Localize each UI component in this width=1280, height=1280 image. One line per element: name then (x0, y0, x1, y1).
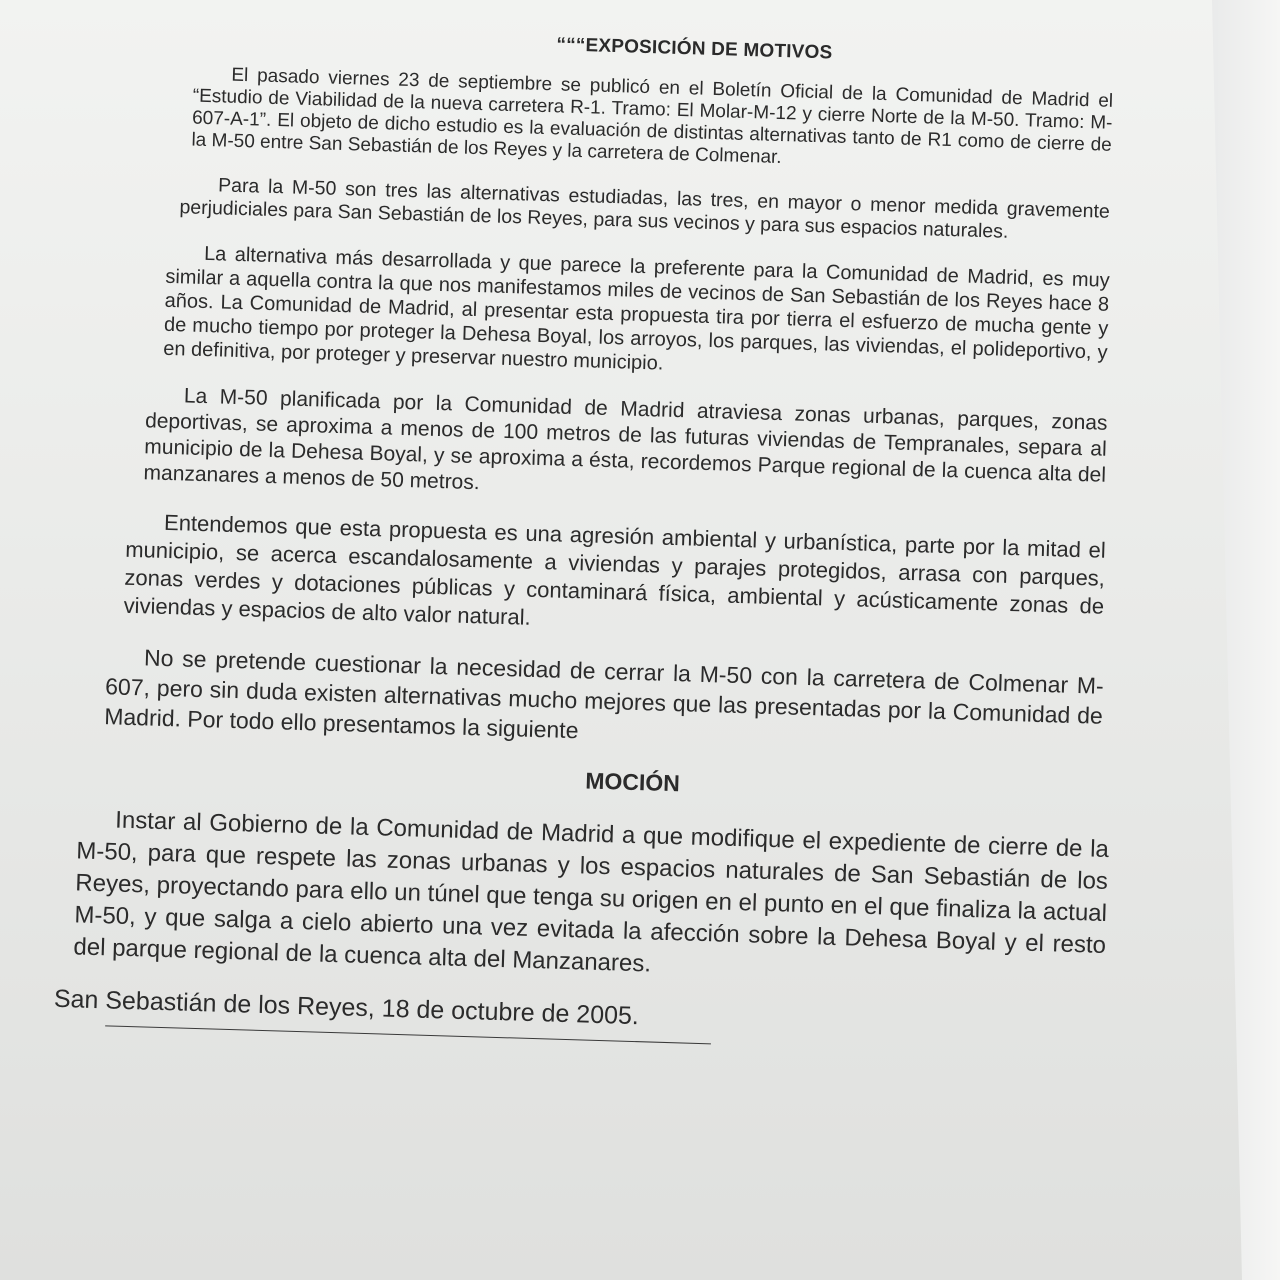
paragraph-5: Entendemos que esta propuesta es una agresión ambiental y urbanística, parte por la mitad el municipio, se acerca escandalosamente a viviendas y parajes protegidos, arrasa con parques, zonas verdes y dotaciones públicas y contaminará física, ambiental y acústicamente zonas de viviendas y espacios de alto valor natural. (123, 509, 1107, 630)
document-title: “““EXPOSICIÓN DE MOTIVOS (556, 34, 833, 64)
place-date: San Sebastián de los Reyes, 18 de octubre de 2005. (53, 984, 640, 1031)
paragraph-2: Para la M-50 son tres las alternativas estudiadas, las tres, en mayor o menor medida gravemente perjudiciales para San Sebastián de los Reyes, para sus vecinos y para sus espacios naturales. (179, 174, 1111, 243)
motion-heading: MOCIÓN (584, 767, 681, 797)
motion-text: Instar al Gobierno de la Comunidad de Madrid a que modifique el expediente de cierre de la M-50, para que respete las zonas urbanas y los espacios naturales de San Sebastián de los Reyes, proyectando para ello un túnel que tenga su origen en el punto en el que finaliza la actual M-50, y que salga a cielo abierto una vez evitada la afección sobre la Dehesa Boyal y el resto del parque regional de la cuenca alta del Manzanares. (73, 806, 1110, 978)
paragraph-6: No se pretende cuestionar la necesidad de cerrar la M-50 con la carretera de Colmenar M-607, pero sin duda existen alternativas mucho mejores que las presentadas por la Comunidad de Madrid. Por todo ello presentamos la siguiente (103, 644, 1105, 744)
document-page (45, 20, 1194, 1058)
paragraph-4: La M-50 planificada por la Comunidad de Madrid atraviesa zonas urbanas, parques, zonas deportivas, se aproxima a menos de 100 metros de las futuras viviendas de Tempranales, separa al municipio de la Dehesa Boyal, y se aproxima a ésta, recordemos Parque regional de la cuenca alta del manzanares a menos de 50 metros. (143, 384, 1108, 495)
paragraph-1: El pasado viernes 23 de septiembre se publicó en el Boletín Oficial de la Comunidad de Madrid el “Estudio de Viabilidad de la nueva carretera R-1. Tramo: El Molar-M-12 y cierre Norte de la M-50. Tramo: M-607-A-1”. El objeto de dicho estudio es la evaluación de distintas alternativas tanto de R1 como de cierre de la M-50 entre San Sebastián de los Reyes y la carretera de Colmenar. (191, 64, 1114, 169)
paragraph-3: La alternativa más desarrollada y que parece la preferente para la Comunidad de Madrid, es muy similar a aquella contra la que nos manifestamos miles de vecinos de San Sebastián de los Reyes hace 8 años. La Comunidad de Madrid, al presentar esta propuesta tira por tierra el esfuerzo de mucha gente y de mucho tiempo por proteger la Dehesa Boyal, los arroyos, los parques, las viviendas, el polideportivo, y en definitiva, por proteger y preservar nuestro municipio. (162, 242, 1111, 375)
